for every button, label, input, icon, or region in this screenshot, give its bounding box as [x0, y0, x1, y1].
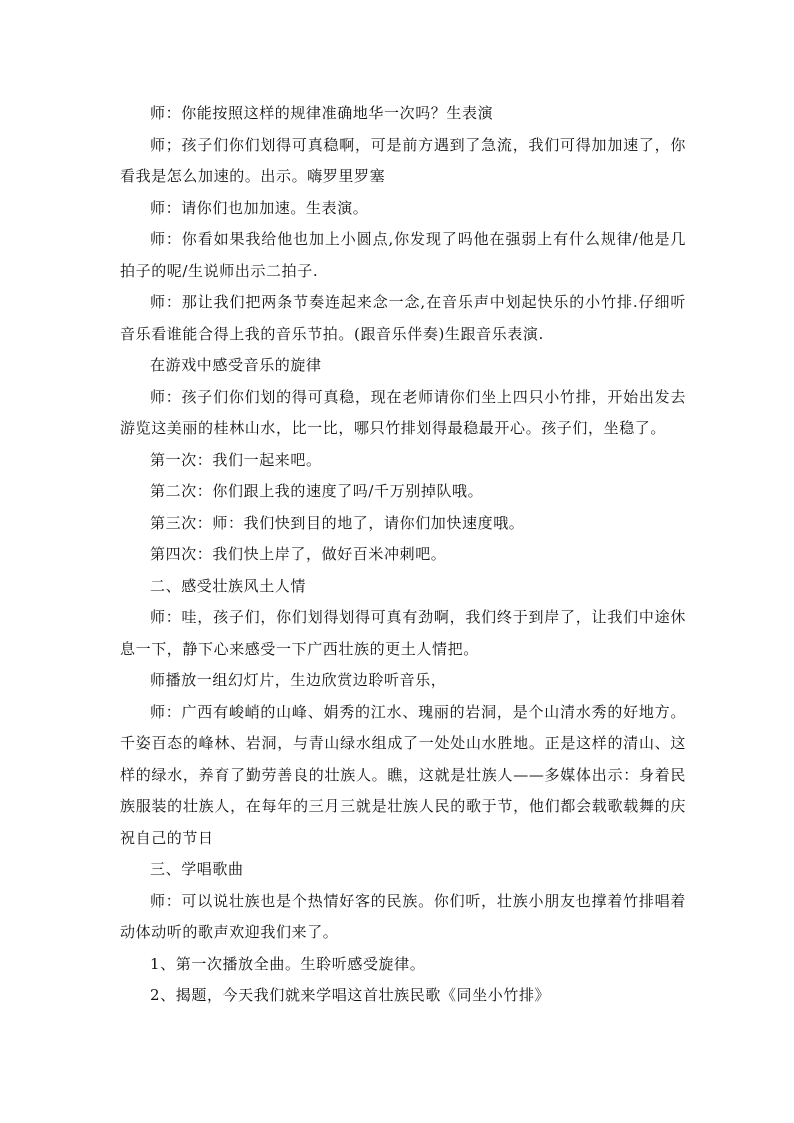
- paragraph-round-4: 第四次：我们快上岸了，做好百米冲刺吧。: [150, 545, 447, 563]
- paragraph-round-1: 第一次：我们一起来吧。: [150, 450, 322, 469]
- paragraph-speed-up: 师：请你们也加加速。生表演。: [150, 198, 369, 217]
- paragraph-rapids: 师；孩子们你们划得可真稳啊，可是前方遇到了急流，我们可得加加速了，你看我是怎么加速的。出示。嗨罗里罗塞: [120, 135, 686, 185]
- paragraph-read-rhythm: 师：那让我们把两条节奏连起来念一念,在音乐声中划起快乐的小竹排.仔细听音乐看谁能合得上我的音乐节拍。(跟音乐伴奏)生跟音乐表演.: [120, 293, 686, 343]
- section-heading-zhuang-customs: 二、感受壮族风土人情: [150, 576, 307, 595]
- paragraph-four-rafts: 师：孩子们你们划的得可真稳，现在老师请你们坐上四只小竹排，开始出发去游览这美丽的桂林山水，比一比，哪只竹排划得最稳最开心。孩子们，坐稳了。: [120, 387, 686, 437]
- paragraph-teacher-demo-question: 师：你能按照这样的规律准确地华一次吗？生表演: [150, 104, 494, 122]
- document-body: [120, 98, 686, 1012]
- paragraph-round-2: 第二次：你们跟上我的速度了吗/千万别掉队哦。: [150, 482, 484, 500]
- paragraph-round-3: 第三次：师：我们快到目的地了，请你们加快速度哦。: [150, 513, 525, 532]
- list-item-step-2: 2、揭题，今天我们就来学唱这首壮族民歌《同坐小竹排》: [150, 986, 551, 1004]
- paragraph-guangxi-scenery: 师：广西有峻峭的山峰、娟秀的江水、瑰丽的岩洞，是个山清水秀的好地方。千姿百态的峰林、岩洞，与青山绿水组成了一处处山水胜地。正是这样的清山、这样的绿水，养育了勤劳善良的壮族人。瞧，这就是壮族人——多媒体出示：身着民族服装的壮族人，在每年的三月三就是壮族人民的歌于节，他们都会载歌载舞的庆祝自己的节日: [120, 702, 686, 847]
- paragraph-slides: 师播放一组幻灯片，生边欣赏边聆听音乐，: [150, 671, 447, 689]
- paragraph-welcome-song: 师：可以说壮族也是个热情好客的民族。你们听，壮族小朋友也撑着竹排唱着动体动听的歌声欢迎我们来了。: [120, 891, 686, 941]
- list-item-step-1: 1、第一次播放全曲。生聆听感受旋律。: [150, 954, 426, 973]
- paragraph-dots-rhythm: 师：你看如果我给他也加上小圆点,你发现了吗他在强弱上有什么规律/他是几拍子的呢/生说师出示二拍子.: [120, 230, 686, 280]
- paragraph-arrive-shore: 师：哇，孩子们，你们划得划得可真有劲啊，我们终于到岸了，让我们中途休息一下，静下心来感受一下广西壮族的更土人情把。: [120, 608, 686, 658]
- section-heading-learn-song: 三、学唱歌曲: [150, 860, 244, 878]
- section-heading-game: 在游戏中感受音乐的旋律: [150, 356, 322, 374]
